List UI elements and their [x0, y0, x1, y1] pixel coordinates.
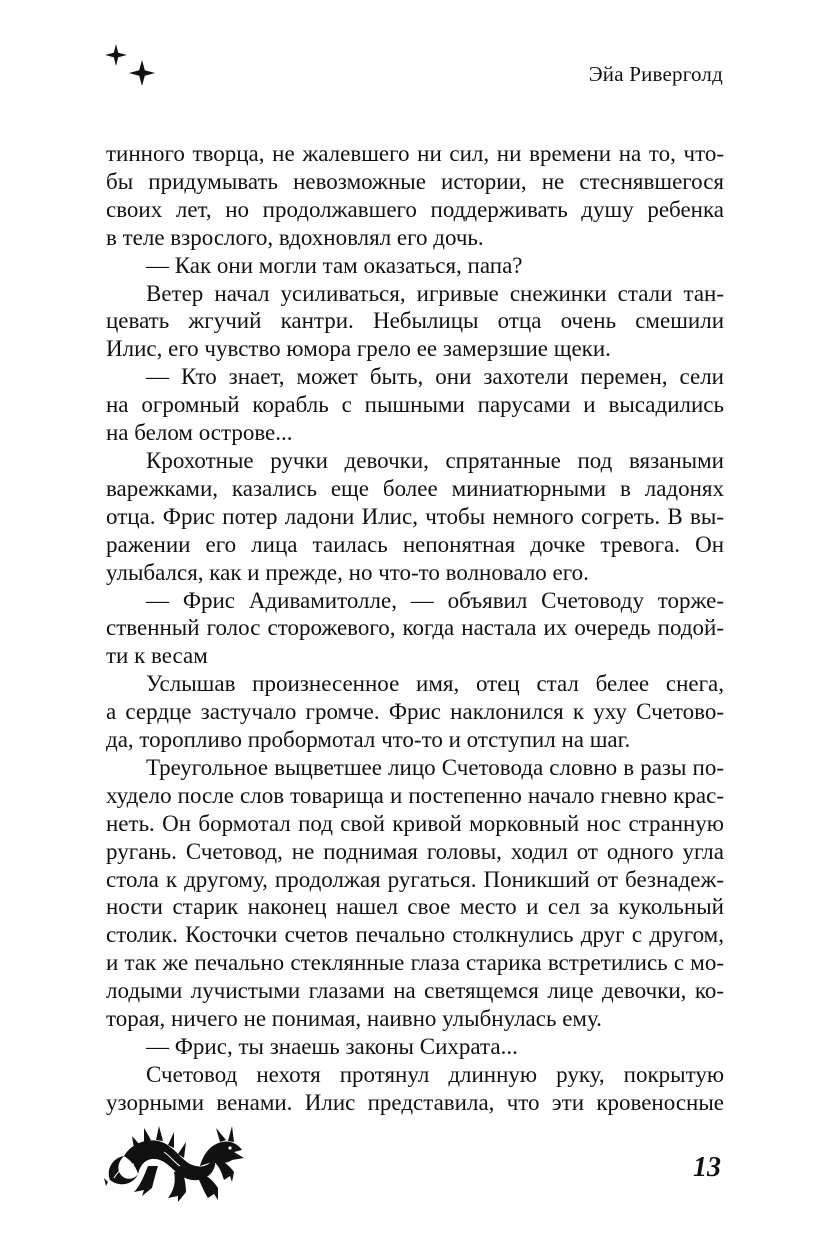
- sparkle-stars-icon: [100, 38, 160, 98]
- text-line: Услышав произнесенное имя, отец стал белее снега,: [146, 671, 724, 697]
- text-line: отца. Фрис потер ладони Илис, чтобы немного согреть. В вы-: [106, 503, 724, 529]
- text-line: а сердце застучало громче. Фрис наклонился к уху Счетово-: [106, 699, 724, 725]
- text-line: своих лет, но продолжавшего поддерживать душу ребенка: [106, 196, 724, 222]
- text-line: Илис, его чувство юмора грело ее замерзшие щеки.: [106, 336, 611, 362]
- text-line: — Фрис Адивамитолле, — объявил Счетоводу торже-: [146, 587, 724, 613]
- text-line: на огромный корабль с пышными парусами и высадились: [106, 392, 724, 418]
- text-line: Крохотные ручки девочки, спрятанные под вязаными: [146, 447, 724, 473]
- text-line: неть. Он бормотал под свой кривой морковный нос странную: [106, 810, 724, 836]
- text-line: — Фрис, ты знаешь законы Сихрата...: [146, 1034, 518, 1059]
- text-line: торая, ничего не понимая, наивно улыбнулась ему.: [106, 1006, 602, 1032]
- text-line: на белом острове...: [106, 420, 293, 446]
- text-line: худело после слов товарища и постепенно начало гневно крас-: [106, 782, 724, 808]
- text-line: улыбался, как и прежде, но что-то волновало его.: [106, 559, 589, 585]
- text-line: Треугольное выцветшее лицо Счетовода словно в разы по-: [146, 754, 724, 780]
- text-line: — Кто знает, может быть, они захотели перемен, сели: [146, 364, 724, 390]
- text-line: цевать жгучий кантри. Небылицы отца очень смешили: [106, 308, 724, 334]
- text-line: в теле взрослого, вдохновлял его дочь.: [106, 224, 484, 250]
- text-line: тинного творца, не жалевшего ни сил, ни времени на то, что-: [106, 141, 724, 166]
- text-line: узорными венами. Илис представила, что эти кровеносные: [106, 1089, 724, 1115]
- text-line: ругань. Счетовод, не поднимая головы, ходил от одного угла: [106, 838, 724, 864]
- text-line: ражении его лица таилась непонятная дочке тревога. Он: [106, 531, 724, 557]
- text-line: бы придумывать невозможные истории, не стеснявшегося: [106, 168, 724, 194]
- text-line: лодыми лучистыми глазами на светящемся лице девочки, ко-: [106, 978, 724, 1004]
- text-line: ственный голос сторожевого, когда настала их очередь подой-: [106, 615, 724, 641]
- text-line: ти к весам: [106, 643, 208, 669]
- dragon-silhouette-icon: [104, 1118, 246, 1204]
- text-line: стола к другому, продолжая ругаться. Поникший от безнадеж-: [106, 866, 724, 892]
- text-line: Ветер начал усиливаться, игривые снежинки стали тан-: [146, 280, 724, 306]
- running-header-author: Эйа Риверголд: [588, 62, 723, 86]
- text-line: варежками, казались еще более миниатюрными в ладонях: [106, 475, 724, 501]
- page-number: 13: [693, 1152, 721, 1183]
- text-line: и так же печально стеклянные глаза старика встретились с мо-: [106, 950, 724, 976]
- text-line: да, торопливо пробормотал что-то и отступил на шаг.: [106, 727, 631, 753]
- text-line: — Как они могли там оказаться, папа?: [146, 252, 523, 278]
- text-line: столик. Косточки счетов печально столкнулись друг с другом,: [106, 922, 724, 948]
- body-text: [106, 140, 724, 1117]
- text-line: Счетовод нехотя протянул длинную руку, покрытую: [146, 1061, 724, 1087]
- text-line: ности старик наконец нашел свое место и сел за кукольный: [106, 894, 724, 920]
